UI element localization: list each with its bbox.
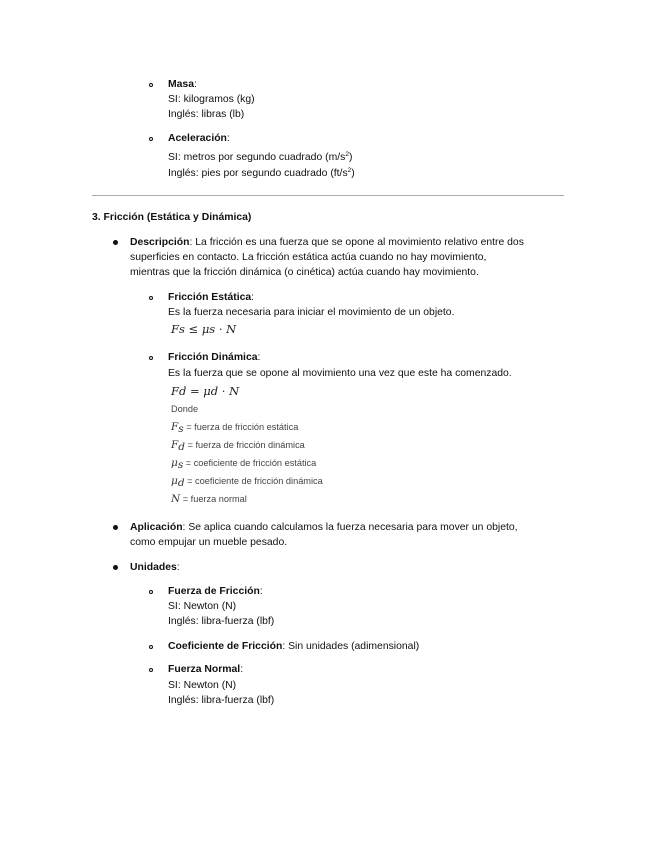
coeficiente-line: Coeficiente de Fricción: Sin unidades (adimensional) <box>168 641 420 652</box>
aceleracion-ingles: Inglés: pies por segundo cuadrado $(ft/s^2)$ <box>168 167 355 179</box>
masa-si: SI: kilogramos (kg) <box>168 94 255 105</box>
fuerza-normal-ingles: Inglés: libra-fuerza (lbf) <box>168 695 275 706</box>
descripcion-line3: mientras que la fricción dinámica (o cinética) actúa cuando hay movimiento. <box>130 267 479 278</box>
bullet <box>113 565 118 570</box>
aceleracion-heading: Aceleración: <box>168 133 230 144</box>
sub-bullet <box>149 83 153 87</box>
legend-item: $\mu_d$ = coeficiente de fricción dinámica <box>171 475 323 489</box>
legend-item: N = fuerza normal <box>171 493 247 505</box>
sub-bullet <box>149 668 153 672</box>
masa-heading: Masa: <box>168 79 197 90</box>
unidades-heading: Unidades: <box>130 562 180 573</box>
sub-bullet <box>149 590 153 594</box>
aplicacion-line2: como empujar un mueble pesado. <box>130 537 288 548</box>
friccion-dinamica-text: Es la fuerza que se opone al movimiento una vez que este ha comenzado. <box>168 368 512 379</box>
friccion-estatica-text: Es la fuerza necesaria para iniciar el movimiento de un objeto. <box>168 307 455 318</box>
fuerza-friccion-ingles: Inglés: libra-fuerza (lbf) <box>168 616 275 627</box>
legend-item: $F_s$ = fuerza de fricción estática <box>171 421 299 435</box>
section-heading: 3. Fricción (Estática y Dinámica) <box>92 212 252 223</box>
descripcion-line2: superficies en contacto. La fricción estática actúa cuando no hay movimiento, <box>130 252 487 263</box>
friccion-estatica-heading: Fricción Estática: <box>168 292 255 303</box>
bullet <box>113 240 118 245</box>
friccion-dinamica-heading: Fricción Dinámica: <box>168 352 261 363</box>
sub-bullet <box>149 645 153 649</box>
sub-bullet <box>149 356 153 360</box>
legend-item: $\mu_s$ = coeficiente de fricción estática <box>171 457 317 471</box>
fuerza-friccion-si: SI: Newton (N) <box>168 601 237 612</box>
bullet <box>113 525 118 530</box>
section-divider <box>92 195 564 196</box>
friccion-estatica-formula: Fs ≤ μs · N <box>171 322 237 336</box>
aceleracion-si: SI: metros por segundo cuadrado $(m/s^2)$ <box>168 151 353 163</box>
donde-label: Donde <box>171 404 199 414</box>
sub-bullet <box>149 296 153 300</box>
fuerza-friccion-heading: Fuerza de Fricción: <box>168 586 263 597</box>
descripcion-line1: Descripción: La fricción es una fuerza que se opone al movimiento relativo entre dos <box>130 237 524 248</box>
fuerza-normal-si: SI: Newton (N) <box>168 680 237 691</box>
sub-bullet <box>149 137 153 141</box>
fuerza-normal-heading: Fuerza Normal: <box>168 664 244 675</box>
masa-ingles: Inglés: libras (lb) <box>168 109 245 120</box>
friccion-dinamica-formula: Fd = μd · N <box>171 384 240 398</box>
aplicacion-line1: Aplicación: Se aplica cuando calculamos la fuerza necesaria para mover un objeto, <box>130 522 518 533</box>
legend-item: $F_d$ = fuerza de fricción dinámica <box>171 439 305 453</box>
